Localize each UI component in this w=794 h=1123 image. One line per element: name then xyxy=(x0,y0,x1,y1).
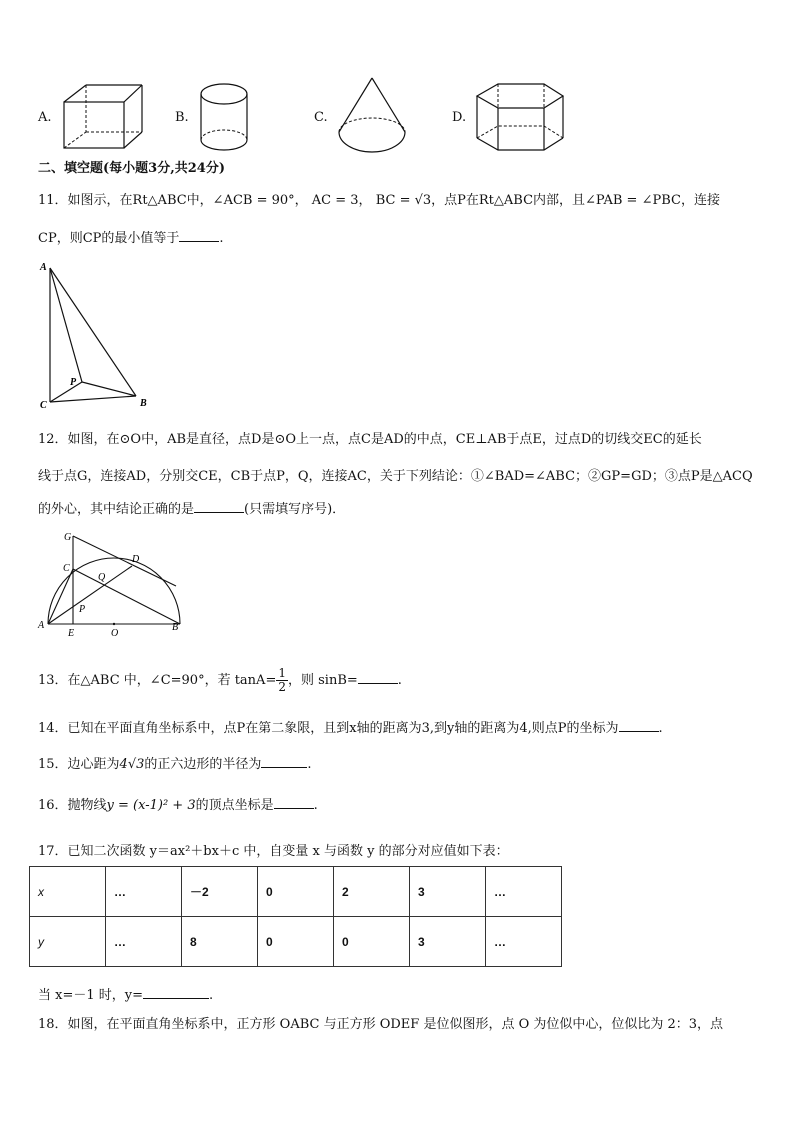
q12-label-d: D xyxy=(132,554,140,565)
option-b-label: B. xyxy=(175,110,189,125)
q12-label-b: B xyxy=(172,622,179,633)
table-cell: 0 xyxy=(258,867,334,917)
hexagonal-prism-figure xyxy=(474,80,566,154)
q13-answer-blank xyxy=(358,671,398,684)
q17-answer-blank xyxy=(143,986,209,999)
option-d-label: D. xyxy=(452,110,467,125)
table-cell: 3 xyxy=(410,917,486,967)
q12-line3: 的外心，其中结论正确的是 (只需填写序号)． xyxy=(38,502,346,517)
q12-line3-text: 的外心，其中结论正确的是 xyxy=(38,502,195,517)
q17-value-table xyxy=(29,866,562,967)
q15-line: 15．边心距为4√3的正六边形的半径为 . xyxy=(38,757,312,772)
q11-line2-text: CP，则CP的最小值等于 xyxy=(38,231,180,246)
q16-text: 16．抛物线 xyxy=(38,798,107,813)
table-cell: 0 xyxy=(334,917,410,967)
q13-fraction: $\frac{1}{2}$ xyxy=(278,666,286,694)
table-cell: … xyxy=(486,917,562,967)
q16-line: 16．抛物线y = (x-1)² + 3的顶点坐标是 . xyxy=(38,798,318,813)
cone-figure xyxy=(336,76,408,156)
q13-text: 13．在△ABC 中，∠C=90°，若 tanA= xyxy=(38,673,277,688)
q11-label-a: A xyxy=(40,262,47,273)
q17-answer-line: 当 x=－1 时，y= . xyxy=(38,988,214,1003)
q12-label-a: A xyxy=(38,620,45,631)
cylinder-figure xyxy=(198,80,252,156)
q12-label-o: O xyxy=(111,628,119,639)
option-c-label: C. xyxy=(314,110,328,125)
q15-text: 15．边心距为 xyxy=(38,757,120,772)
q12-line2: 线于点G，连接AD，分别交CE，CB于点P，Q，连接AC，关于下列结论：①∠BAD=∠ABC；②GP=GD；③点P是△ACQ xyxy=(38,469,753,484)
q18-line: 18．如图，在平面直角坐标系中，正方形 OABC 与正方形 ODEF 是位似图形，点 O 为位似中心，位似比为 2：3，点 xyxy=(38,1017,724,1032)
table-cell: 2 xyxy=(334,867,410,917)
q11-label-c: C xyxy=(40,400,47,410)
q12-line1: 12．如图，在⊙O中，AB是直径，点D是⊙O上一点，点C是AD的中点，CE⊥AB于点E，过点D的切线交EC的延长 xyxy=(38,432,702,447)
q11-triangle-diagram xyxy=(36,256,156,410)
q11-line1: 11．如图示，在Rt△ABC中，∠ACB = 90°， AC = 3， BC = √3，点P在Rt△ABC内部，且∠PAB = ∠PBC，连接 xyxy=(38,193,720,208)
q12-answer-blank xyxy=(194,500,244,513)
table-cell: 0 xyxy=(258,917,334,967)
cube-figure xyxy=(60,82,146,152)
q12-label-p: P xyxy=(79,604,86,615)
q11-answer-blank xyxy=(179,229,219,242)
q12-label-e: E xyxy=(68,628,75,639)
q16-answer-blank xyxy=(274,796,314,809)
table-cell: … xyxy=(106,917,182,967)
table-cell: x xyxy=(30,867,106,917)
table-cell: … xyxy=(106,867,182,917)
q15-answer-blank xyxy=(261,755,307,768)
table-row xyxy=(30,917,562,967)
q15-value: 4√3 xyxy=(119,757,145,772)
q17-answer-text: 当 x=－1 时，y= xyxy=(38,988,143,1003)
table-row xyxy=(30,867,562,917)
table-cell: －2 xyxy=(182,867,258,917)
q14-text: 14．已知在平面直角坐标系中，点P在第二象限，且到x轴的距离为3,到y轴的距离为4,则点P的坐标为 xyxy=(38,721,619,736)
q12-label-q: Q xyxy=(98,572,106,583)
q12-label-g: G xyxy=(64,532,72,543)
table-cell: y xyxy=(30,917,106,967)
table-cell: 8 xyxy=(182,917,258,967)
table-cell: 3 xyxy=(410,867,486,917)
option-a-label: A. xyxy=(38,110,52,125)
q11-label-p: P xyxy=(70,377,77,388)
q17-text: 17．已知二次函数 y＝ax²＋bx＋c 中，自变量 x 与函数 y 的部分对应值如下表： xyxy=(38,844,509,859)
section-title: 二、填空题(每小题3分,共24分) xyxy=(38,161,225,176)
q13-line: 13．在△ABC 中，∠C=90°，若 tanA= $\frac{1}{2}$ ，则 sinB= . xyxy=(38,666,402,694)
q16-formula: y = (x-1)² + 3 xyxy=(106,798,196,813)
table-cell: … xyxy=(486,867,562,917)
q11-line2: CP，则CP的最小值等于 . xyxy=(38,231,224,246)
q14-line: 14．已知在平面直角坐标系中，点P在第二象限，且到x轴的距离为3,到y轴的距离为4,则点P的坐标为 . xyxy=(38,721,663,736)
q12-label-c: C xyxy=(63,563,70,574)
q11-label-b: B xyxy=(140,398,147,409)
q12-circle-diagram xyxy=(34,528,184,640)
q14-answer-blank xyxy=(619,719,659,732)
